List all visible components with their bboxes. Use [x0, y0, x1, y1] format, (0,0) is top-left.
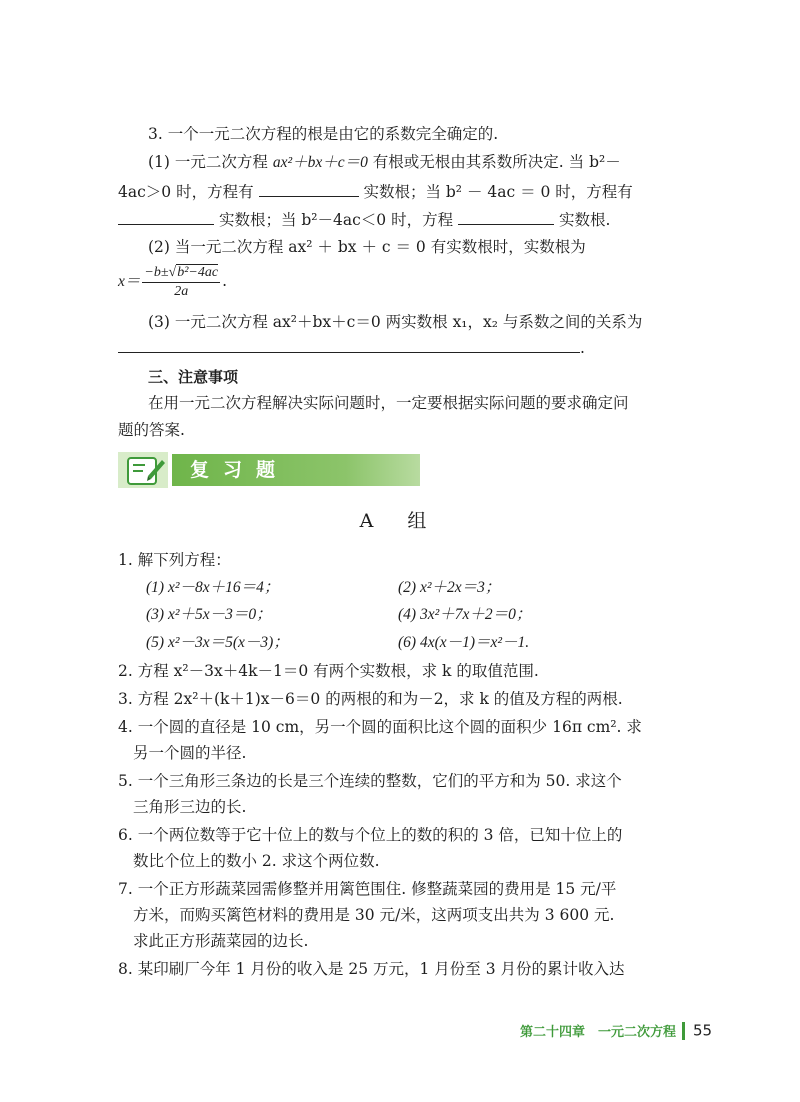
exercise-1-item-3: (3) x²＋5x－3＝0； — [146, 606, 272, 623]
footer-divider — [682, 1022, 685, 1040]
formula-fraction — [142, 264, 220, 301]
exercise-4-line1: 4. 一个圆的直径是 10 cm，另一个圆的面积比这个圆的面积少 16π cm². 求 — [118, 718, 642, 736]
section3-p1-a: (1) 一元二次方程 — [148, 153, 273, 171]
group-a-title: A 组 — [359, 510, 441, 532]
exercise-4-line2: 另一个圆的半径. — [133, 744, 247, 762]
pencil-notebook-icon — [118, 452, 168, 488]
formula-radicand: b²−4ac — [177, 264, 219, 280]
exercise-1-item-6: (6) 4x(x－1)＝x²－1. — [398, 634, 530, 651]
review-banner-bar — [172, 454, 420, 486]
answer-blank-1[interactable] — [259, 180, 359, 197]
notes-heading: 三、注意事项 — [148, 368, 239, 386]
quadratic-formula — [118, 263, 227, 301]
section3-p1-c: 4ac＞0 时，方程有 — [118, 183, 254, 201]
section3-p1-e: 实数根；当 b²－4ac＜0 时，方程 — [218, 211, 454, 229]
footer-chapter-title: 第二十四章 一元二次方程 — [520, 1025, 677, 1040]
formula-num-prefix: −b± — [144, 264, 169, 280]
exercise-1-item-2: (2) x²＋2x＝3； — [398, 579, 501, 596]
exercise-7-line3: 求此正方形蔬菜园的边长. — [133, 932, 309, 950]
formula-x: x＝ — [118, 273, 141, 290]
answer-blank-2[interactable] — [118, 208, 214, 225]
section3-p1-line3 — [118, 208, 610, 231]
section3-p1-line1 — [148, 151, 621, 174]
exercise-3: 3. 方程 2x²＋(k＋1)x－6＝0 的两根的和为－2，求 k 的值及方程的两根. — [118, 690, 623, 708]
formula-numerator — [142, 264, 220, 283]
section3-p3: (3) 一元二次方程 ax²＋bx＋c＝0 两实数根 x₁，x₂ 与系数之间的关系为 — [148, 313, 643, 331]
sqrt-sign-icon: √ — [168, 264, 177, 280]
formula-denominator: 2a — [174, 283, 189, 299]
exercise-1-item-4: (4) 3x²＋7x＋2＝0； — [398, 606, 532, 623]
review-banner-label: 复习题 — [190, 459, 290, 481]
exercise-6-line2: 数比个位上的数小 2. 求这个两位数. — [133, 852, 380, 870]
exercise-5-line1: 5. 一个三角形三条边的长是三个连续的整数，它们的平方和为 50. 求这个 — [118, 772, 622, 790]
page-number: 55 — [693, 1021, 713, 1040]
section3-heading: 3. 一个一元二次方程的根是由它的系数完全确定的. — [148, 125, 499, 143]
section3-p1-f: 实数根. — [558, 211, 611, 229]
notes-line2: 题的答案. — [118, 421, 185, 439]
section3-p1-b: 有根或无根由其系数所决定. 当 b²－ — [367, 153, 621, 171]
section3-p2: (2) 当一元二次方程 ax² ＋ bx ＋ c ＝ 0 有实数根时，实数根为 — [148, 238, 586, 256]
section3-p1-d: 实数根；当 b² － 4ac ＝ 0 时，方程有 — [363, 183, 633, 201]
section3-p3-end: . — [580, 339, 585, 357]
formula-end: . — [222, 272, 228, 290]
section3-p1-eq: ax²＋bx＋c＝0 — [272, 154, 368, 171]
exercise-1-item-5: (5) x²－3x＝5(x－3)； — [146, 634, 289, 651]
notes-line1: 在用一元二次方程解决实际问题时，一定要根据实际问题的要求确定问 — [148, 394, 629, 412]
exercise-7-line2: 方米，而购买篱笆材料的费用是 30 元/米，这两项支出共为 3 600 元. — [133, 906, 615, 924]
exercise-7-line1: 7. 一个正方形蔬菜园需修整并用篱笆围住. 修整蔬菜园的费用是 15 元/平 — [118, 880, 617, 898]
answer-blank-3[interactable] — [458, 208, 554, 225]
page-footer — [520, 1020, 712, 1042]
answer-blank-4[interactable] — [118, 336, 580, 353]
exercise-6-line1: 6. 一个两位数等于它十位上的数与个位上的数的积的 3 倍，已知十位上的 — [118, 826, 623, 844]
exercise-5-line2: 三角形三边的长. — [133, 798, 247, 816]
exercise-2: 2. 方程 x²－3x＋4k－1＝0 有两个实数根，求 k 的取值范围. — [118, 662, 539, 680]
section3-p3-answer — [118, 336, 585, 359]
exercise-1: 1. 解下列方程： — [118, 551, 231, 569]
section3-p1-line2 — [118, 180, 633, 203]
exercise-1-item-1: (1) x²－8x＋16＝4； — [146, 579, 280, 596]
exercise-8-line1: 8. 某印刷厂今年 1 月份的收入是 25 万元，1 月份至 3 月份的累计收入达 — [118, 960, 625, 978]
